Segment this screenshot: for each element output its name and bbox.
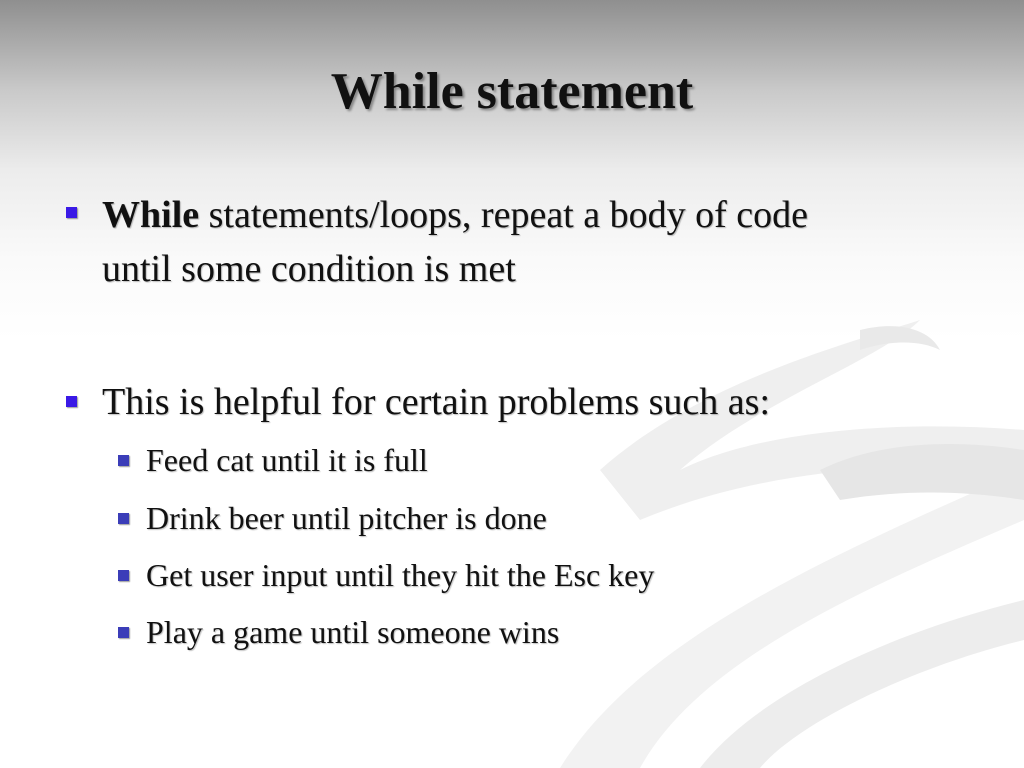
sub-bullet-square-icon: [118, 627, 129, 638]
slide-title: While statement: [330, 63, 694, 120]
sub-bullet-square-icon: [118, 570, 129, 581]
sub-item: Get user input until they hit the Esc key: [146, 557, 655, 593]
sub-bullet-square-icon: [118, 455, 129, 466]
bullet-1-line-1: [102, 188, 808, 242]
bullet-2-text: This is helpful for certain problems such as:: [102, 381, 771, 423]
sub-item: Drink beer until pitcher is done: [146, 500, 547, 536]
sub-item: Feed cat until it is full: [146, 442, 428, 478]
bullet-square-icon: [66, 207, 77, 218]
bullet-square-icon: [66, 396, 77, 407]
sub-bullet-square-icon: [118, 513, 129, 524]
sub-item: Play a game until someone wins: [146, 614, 560, 650]
bullet-1-bold-lead: While: [102, 194, 200, 236]
bullet-1-rest: statements/loops, repeat a body of code: [199, 194, 808, 236]
bullet-1-line-2: until some condition is met: [102, 248, 516, 290]
